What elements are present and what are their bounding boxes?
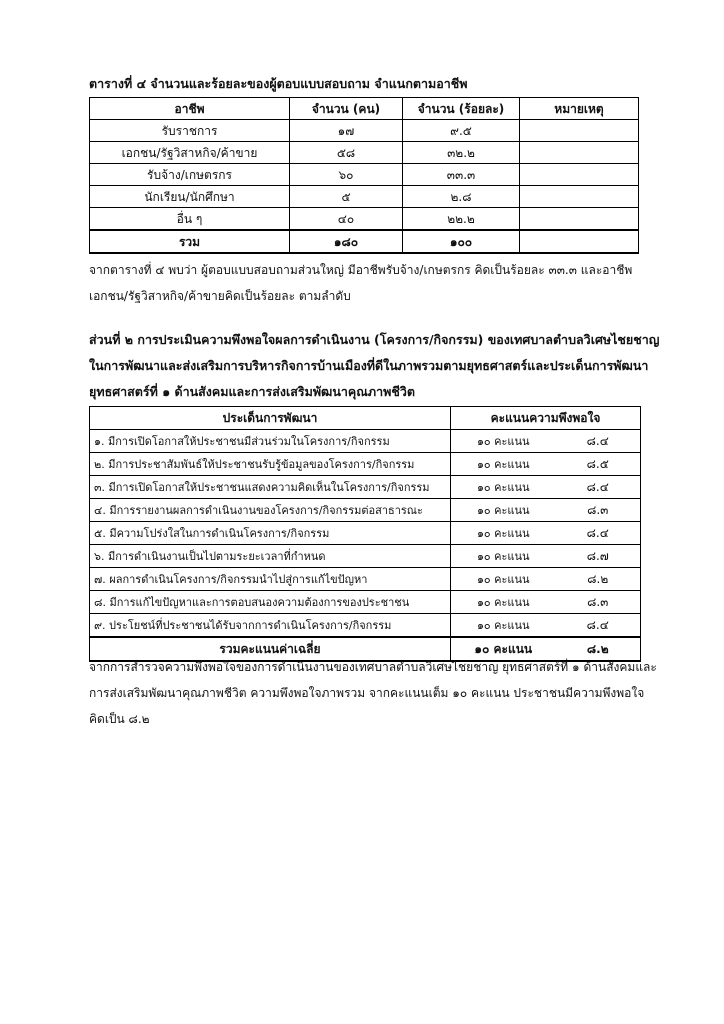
col-header-remark: หมายเหตุ	[520, 98, 639, 120]
remark-cell	[520, 186, 639, 208]
heading-line: ยุทธศาสตร์ที่ ๑ ด้านสังคมและการส่งเสริมพัฒนาคุณภาพชีวิต	[89, 384, 415, 399]
max-score-cell: ๑๐ คะแนน	[451, 430, 556, 453]
col-header-issue: ประเด็นการพัฒนา	[90, 407, 451, 430]
satisfaction-cell: ๘.๒	[556, 568, 641, 591]
total-percent: ๑๐๐	[403, 230, 520, 253]
col-header-percent: จำนวน (ร้อยละ)	[403, 98, 520, 120]
max-score-cell: ๑๐ คะแนน	[451, 522, 556, 545]
max-score-cell: ๑๐ คะแนน	[451, 476, 556, 499]
table-row	[90, 614, 641, 638]
summary-line: การส่งเสริมพัฒนาคุณภาพชีวิต ความพึงพอใจภาพรวม จากคะแนนเต็ม ๑๐ คะแนน ประชาชนมีความพึงพอใจ	[89, 686, 645, 700]
table-row	[90, 208, 639, 231]
satisfaction-cell: ๘.๔	[556, 476, 641, 499]
col-header-occupation: อาชีพ	[90, 98, 290, 120]
table-row	[90, 591, 641, 614]
heading-line: ในการพัฒนาและส่งเสริมการบริหารกิจการบ้านเมืองที่ดีในภาพรวมตามยุทธศาสตร์และประเด็นการพัฒนา	[89, 358, 649, 373]
average-max-score: ๑๐ คะแนน	[451, 637, 556, 661]
total-remark	[520, 230, 639, 253]
table-row	[90, 545, 641, 568]
issue-cell: ๓. มีการเปิดโอกาสให้ประชาชนแสดงความคิดเห็นในโครงการ/กิจกรรม	[90, 476, 451, 499]
percent-cell: ๒๒.๒	[403, 208, 520, 231]
count-cell: ๕	[290, 186, 403, 208]
col-header-score: คะแนนความพึงพอใจ	[451, 407, 641, 430]
table2-summary	[89, 654, 669, 732]
satisfaction-cell: ๘.๔	[556, 522, 641, 545]
max-score-cell: ๑๐ คะแนน	[451, 453, 556, 476]
issue-cell: ๖. มีการดำเนินงานเป็นไปตามระยะเวลาที่กำหนด	[90, 545, 451, 568]
summary-line: จากการสำรวจความพึงพอใจของการดำเนินงานของเทศบาลตำบลวิเศษไชยชาญ ยุทธศาสตร์ที่ ๑ ด้านสังคมและ	[89, 660, 657, 674]
table-row	[90, 142, 639, 164]
table-row	[90, 522, 641, 545]
issue-cell: ๒. มีการประชาสัมพันธ์ให้ประชาชนรับรู้ข้อมูลของโครงการ/กิจกรรม	[90, 453, 451, 476]
occupation-cell: รับราชการ	[90, 120, 290, 142]
total-count: ๑๘๐	[290, 230, 403, 253]
table-row	[90, 120, 639, 142]
table-header-row	[90, 407, 641, 430]
remark-cell	[520, 164, 639, 186]
table1-title: ตารางที่ ๔ จำนวนและร้อยละของผู้ตอบแบบสอบถาม จำแนกตามอาชีพ	[89, 76, 468, 91]
summary-line: เอกชน/รัฐวิสาหกิจ/ค้าขายคิดเป็นร้อยละ ตามลำดับ	[89, 289, 351, 303]
max-score-cell: ๑๐ คะแนน	[451, 568, 556, 591]
remark-cell	[520, 142, 639, 164]
satisfaction-cell: ๘.๗	[556, 545, 641, 568]
satisfaction-cell: ๘.๔	[556, 614, 641, 638]
max-score-cell: ๑๐ คะแนน	[451, 614, 556, 638]
remark-cell	[520, 120, 639, 142]
table-row	[90, 164, 639, 186]
section2-heading	[89, 327, 669, 405]
occupation-cell: เอกชน/รัฐวิสาหกิจ/ค้าขาย	[90, 142, 290, 164]
total-row	[90, 230, 639, 253]
percent-cell: ๙.๕	[403, 120, 520, 142]
total-label: รวม	[90, 230, 290, 253]
max-score-cell: ๑๐ คะแนน	[451, 591, 556, 614]
occupation-cell: นักเรียน/นักศึกษา	[90, 186, 290, 208]
count-cell: ๕๘	[290, 142, 403, 164]
col-header-count: จำนวน (คน)	[290, 98, 403, 120]
issue-cell: ๗. ผลการดำเนินโครงการ/กิจกรรมนำไปสู่การแก้ไขปัญหา	[90, 568, 451, 591]
occupation-cell: อื่น ๆ	[90, 208, 290, 231]
table1-summary	[89, 257, 669, 309]
issue-cell: ๕. มีความโปร่งใสในการดำเนินโครงการ/กิจกรรม	[90, 522, 451, 545]
remark-cell	[520, 208, 639, 231]
table-row	[90, 476, 641, 499]
satisfaction-cell: ๘.๕	[556, 453, 641, 476]
satisfaction-cell: ๘.๔	[556, 430, 641, 453]
count-cell: ๔๐	[290, 208, 403, 231]
count-cell: ๑๗	[290, 120, 403, 142]
table-header-row	[90, 98, 639, 120]
table-row	[90, 568, 641, 591]
issue-cell: ๑. มีการเปิดโอกาสให้ประชาชนมีส่วนร่วมในโครงการ/กิจกรรม	[90, 430, 451, 453]
issue-cell: ๔. มีการรายงานผลการดำเนินงานของโครงการ/กิจกรรมต่อสาธารณะ	[90, 499, 451, 522]
table-row	[90, 430, 641, 453]
percent-cell: ๒.๘	[403, 186, 520, 208]
heading-line: ส่วนที่ ๒ การประเมินความพึงพอใจผลการดำเนินงาน (โครงการ/กิจกรรม) ของเทศบาลตำบลวิเศษไชยชาญ	[89, 332, 660, 347]
table-row	[90, 186, 639, 208]
satisfaction-table	[89, 406, 641, 662]
max-score-cell: ๑๐ คะแนน	[451, 545, 556, 568]
percent-cell: ๓๓.๓	[403, 164, 520, 186]
table-row	[90, 453, 641, 476]
satisfaction-cell: ๘.๓	[556, 499, 641, 522]
average-satisfaction: ๘.๒	[556, 637, 641, 661]
summary-line: คิดเป็น ๘.๒	[89, 712, 150, 726]
max-score-cell: ๑๐ คะแนน	[451, 499, 556, 522]
occupation-cell: รับจ้าง/เกษตรกร	[90, 164, 290, 186]
satisfaction-cell: ๘.๓	[556, 591, 641, 614]
issue-cell: ๘. มีการแก้ไขปัญหาและการตอบสนองความต้องการของประชาชน	[90, 591, 451, 614]
average-label: รวมคะแนนค่าเฉลี่ย	[90, 637, 451, 661]
percent-cell: ๓๒.๒	[403, 142, 520, 164]
summary-line: จากตารางที่ ๔ พบว่า ผู้ตอบแบบสอบถามส่วนใหญ่ มีอาชีพรับจ้าง/เกษตรกร คิดเป็นร้อยละ ๓๓.๓ และอาชีพ	[89, 263, 633, 277]
issue-cell: ๙. ประโยชน์ที่ประชาชนได้รับจากการดำเนินโครงการ/กิจกรรม	[90, 614, 451, 638]
count-cell: ๖๐	[290, 164, 403, 186]
occupation-table	[89, 97, 639, 254]
table-row	[90, 499, 641, 522]
